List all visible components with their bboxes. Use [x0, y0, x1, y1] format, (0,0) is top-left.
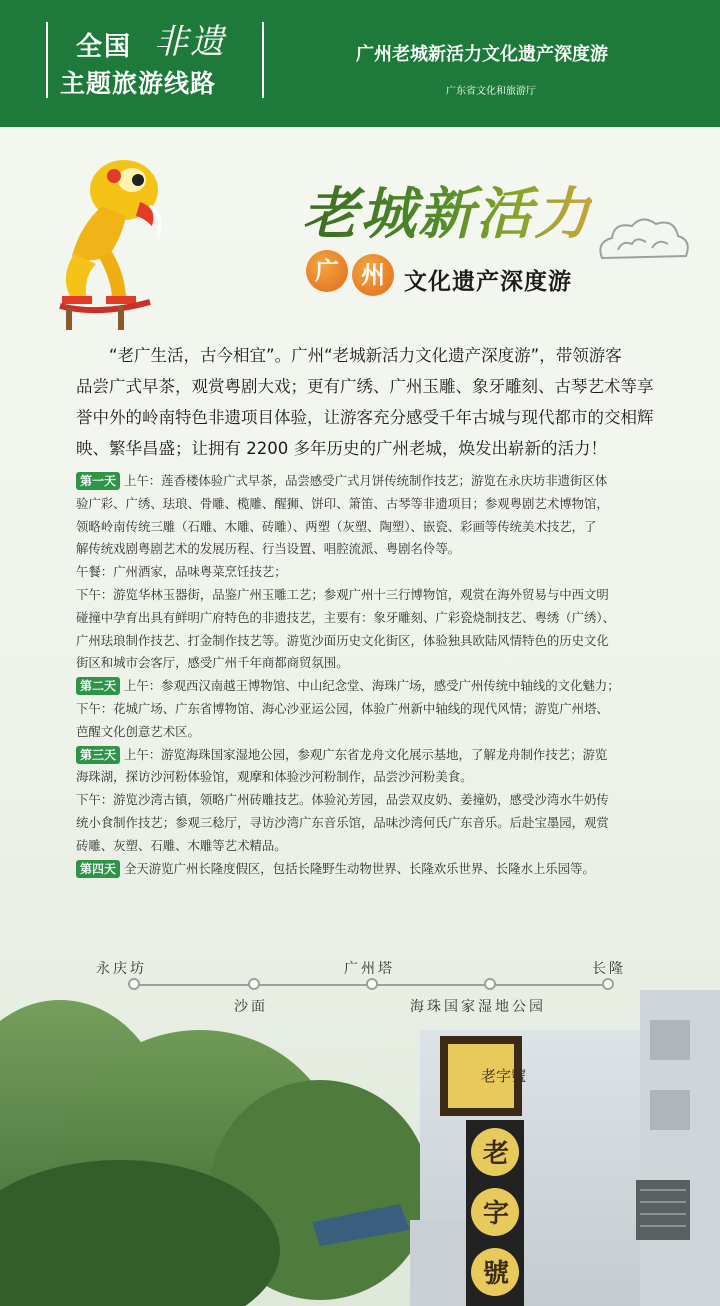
itinerary-line: 芭醒文化创意艺术区。: [76, 723, 200, 739]
itinerary-line: 午餐：广州酒家，品味粤菜烹饪技艺；: [76, 564, 287, 580]
sign-char-zi: 字: [483, 1199, 510, 1229]
itinerary-line: 下午：花城广场、广东省博物馆、海心沙亚运公园，体验广州新中轴线的现代风情；游览广州塔、: [76, 700, 609, 716]
intro-line: 品尝广式早茶，观赏粤剧大戏；更有广绣、广州玉雕、象牙雕刻、古琴艺术等享: [76, 377, 654, 396]
day2-text: 上午：参观西汉南越王博物馆、中山纪念堂、海珠广场，感受广州传统中轴线的文化魅力；: [124, 678, 620, 694]
day-badge-2: 第二天: [76, 677, 120, 695]
route-stop-chimelong: 长隆: [592, 961, 626, 977]
itinerary-line: 领略岭南传统三雕（石雕、木雕、砖雕）、两塑（灰塑、陶塑）、嵌瓷、彩画等传统美术技艺，了: [76, 518, 597, 534]
city-badge-guang: 广: [306, 250, 348, 292]
itinerary-line: 广州珐琅制作技艺、打金制作技艺等。游览沙面历史文化街区，体验独具欧陆风情特色的历史文化: [76, 632, 609, 648]
sign-char-hao: 號: [483, 1259, 510, 1289]
logo-line2: 主题旅游线路: [60, 69, 217, 98]
itinerary-line: 街区和城市会客厅，感受广州千年商都商贸氛围。: [76, 655, 349, 671]
itinerary-line: 统小食制作技艺；参观三稔厅，寻访沙湾广东音乐馆，品味沙湾何氏广东音乐。后赴宝墨园，观赏: [76, 814, 609, 830]
city-badge-zhou: 州: [352, 254, 394, 296]
intro-line: “老广生活，古今相宜”。广州“老城新活力文化遗产深度游”，带领游客: [76, 346, 622, 365]
intro-line: 誉中外的岭南特色非遗项目体验，让游客充分感受千年古城与现代都市的交相辉: [76, 408, 654, 427]
header-subtitle: 广东省文化和旅游厅: [446, 86, 536, 97]
route-stop-canton-tower: 广州塔: [344, 961, 395, 977]
itinerary-line: 海珠湖，探访沙河粉体验馆，观摩和体验沙河粉制作，品尝沙河粉美食。: [76, 769, 473, 785]
itinerary-line: [76, 858, 656, 881]
route-stop-yongqingfang: 永庆坊: [96, 961, 147, 977]
street-scene-image: [0, 960, 720, 1306]
itinerary-line: [76, 675, 656, 698]
header-title: 广州老城新活力文化遗产深度游: [356, 44, 608, 65]
intro-paragraph: [76, 340, 656, 464]
day1-text: 上午：莲香楼体验广式早茶，品尝感受广式月饼传统制作技艺；游览在永庆坊非遗街区体: [124, 473, 608, 488]
shop-sign-text: 老字號: [481, 1067, 527, 1085]
itinerary-line: 碰撞中孕育出具有鲜明广府特色的非遗技艺，主要有：象牙雕刻、广彩瓷烧制技艺、粤绣（广绣）、: [76, 609, 615, 625]
day-badge-3: 第三天: [76, 746, 120, 764]
sign-char-lao: 老: [483, 1139, 510, 1169]
logo-feiyi: 非遗: [154, 22, 226, 62]
day-badge-4: 第四天: [76, 860, 120, 878]
itinerary-line: 验广彩、广绣、珐琅、骨雕、榄雕、醒狮、饼印、箫笛、古琴等非遗项目；参观粤剧艺术博物馆，: [76, 495, 609, 511]
itinerary-line: [76, 744, 656, 767]
intro-line: 映、繁华昌盛；让拥有 2200 多年历史的广州老城，焕发出崭新的活力！: [76, 439, 607, 458]
itinerary-line: 砖雕、灰塑、石雕、木雕等艺术精品。: [76, 837, 287, 853]
logo-line1: 全国: [76, 32, 133, 62]
itinerary-line: 下午：游览华林玉器街，品鉴广州玉雕工艺；参观广州十三行博物馆，观赏在海外贸易与中西文明: [76, 586, 609, 602]
route-stop-shamian: 沙面: [234, 999, 268, 1015]
day-badge-1: 第一天: [76, 472, 120, 490]
itinerary-line: 解传统戏剧粤剧艺术的发展历程、行当设置、唱腔流派、粤剧名伶等。: [76, 541, 461, 557]
header-banner: [0, 0, 720, 127]
day3-text: 上午：游览海珠国家湿地公园，参观广东省龙舟文化展示基地，了解龙舟制作技艺；游览: [124, 746, 608, 762]
calligraphy-title: 老城新活力: [302, 170, 592, 250]
cloud-ornament-icon: [596, 212, 692, 270]
itinerary: [76, 470, 656, 880]
route-stop-haizhu-wetland: 海珠国家湿地公园: [410, 999, 546, 1015]
theme-logo: [46, 22, 264, 98]
itinerary-line: 下午：游览沙湾古镇，领略广州砖雕技艺。体验沁芳园，品尝双皮奶、姜撞奶，感受沙湾水牛奶传: [76, 792, 609, 808]
day4-text: 全天游览广州长隆度假区，包括长隆野生动物世界、长隆欢乐世界、长隆水上乐园等。: [124, 860, 595, 876]
lion-dance-icon: [40, 146, 180, 332]
itinerary-line: [76, 470, 656, 493]
hero-subtitle: 文化遗产深度游: [404, 269, 572, 295]
